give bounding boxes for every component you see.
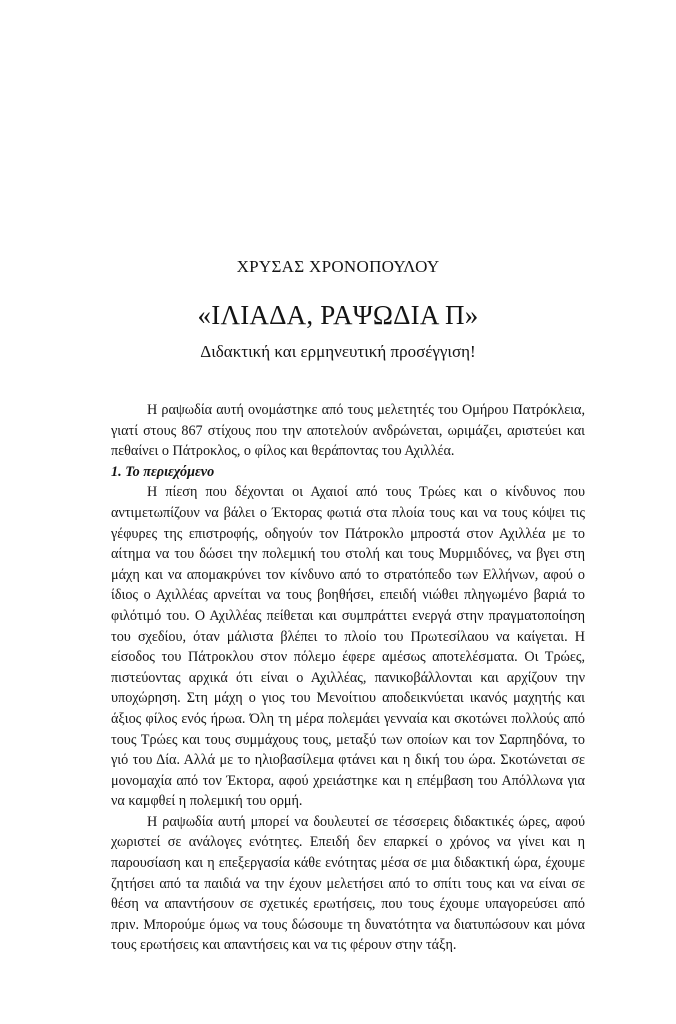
article-body [111, 400, 585, 956]
teaching-paragraph: Η ραψωδία αυτή μπορεί να δουλευτεί σε τέσσερεις διδακτικές ώρες, αφού χωριστεί σε ανάλογες ενότητες. Επειδή δεν επαρκεί ο χρόνος να γίνει και η παρουσίαση και η επεξεργασία κάθε ενότητας μέσα σε μια διδακτική ώρα, έχουμε ζητήσει από τα παιδιά να την έχουν μελετήσει από το σπίτι τους και να είναι σε θέση να απαντήσουν σε σχετικές ερωτήσεις, που τους έχουμε υπαγορεύσει από πριν. Μπορούμε όμως να τους δώσουμε τη δυνατότητα να διατυπώσουν και μόνα τους ερωτήσεις και απαντήσεις και να τις φέρουν στην τάξη. [111, 813, 585, 954]
content-paragraph: Η πίεση που δέχονται οι Αχαιοί από τους Τρώες και ο κίνδυνος που αντιμετωπίζουν να βάλει ο Έκτορας φωτιά στα πλοία τους και να τους κόψει τις γέφυρες της επιστροφής, οδηγούν τον Πάτροκλο μπροστά στον Αχιλλέα με το αίτημα να του δώσει την πολεμική του στολή και τους Μυρμιδόνες, να βγει στη μάχη και να απομακρύνει τον κίνδυνο από το στρατόπεδο των Ελλήνων, αφού ο ίδιος ο Αχιλλέας αρνείται να τους βοηθήσει, επειδή νιώθει πληγωμένο βαριά το φιλότιμό του. Ο Αχιλλέας πείθεται και συμπράττει ενεργά στην πραγματοποίηση του σχεδίου, όταν μάλιστα βλέπει το πλοίο του Πρωτεσίλαου να καίγεται. Η είσοδος του Πάτροκλου στον πόλεμο έφερε αμέσως αποτελέσματα. Οι Τρώες, πιστεύοντας αρχικά ότι είναι ο Αχιλλέας, πανικοβάλλονται και αρχίζουν την υποχώρηση. Στη μάχη ο γιος του Μενοίτιου αποδεικνύεται ικανός μαχητής και άξιος φίλος ενός ήρωα. Όλη τη μέρα πολεμάει γενναία και σκοτώνει πολλούς από τους Τρώες και τους συμμάχους τους, μεταξύ των οποίων και τον Σαρπηδόνα, το γιό του Δία. Αλλά με το ηλιοβασίλεμα φτάνει και η δική του ώρα. Σκοτώνεται σε μονομαχία από τον Έκτορα, αφού χρειάστηκε και η επέμβαση του Απόλλωνα για να καμφθεί η πολεμική του ορμή. [111, 484, 585, 810]
intro-paragraph: Η ραψωδία αυτή ονομάστηκε από τους μελετητές του Ομήρου Πατρόκλεια, γιατί στους 867 στίχους που την αποτελούν ανδρώνεται, ωριμάζει, αριστεύει και πεθαίνει ο Πάτροκλος, ο φίλος και θεράποντας του Αχιλλέα. [111, 402, 585, 460]
author-name: ΧΡΥΣΑΣ ΧΡΟΝΟΠΟΥΛΟΥ [236, 257, 440, 276]
section-heading: 1. Το περιεχόμενο [111, 463, 215, 480]
article-subtitle: Διδακτική και ερμηνευτική προσέγγιση! [200, 342, 476, 361]
article-title: «ΙΛΙΑΔΑ, ΡΑΨΩΔΙΑ Π» [197, 300, 479, 330]
